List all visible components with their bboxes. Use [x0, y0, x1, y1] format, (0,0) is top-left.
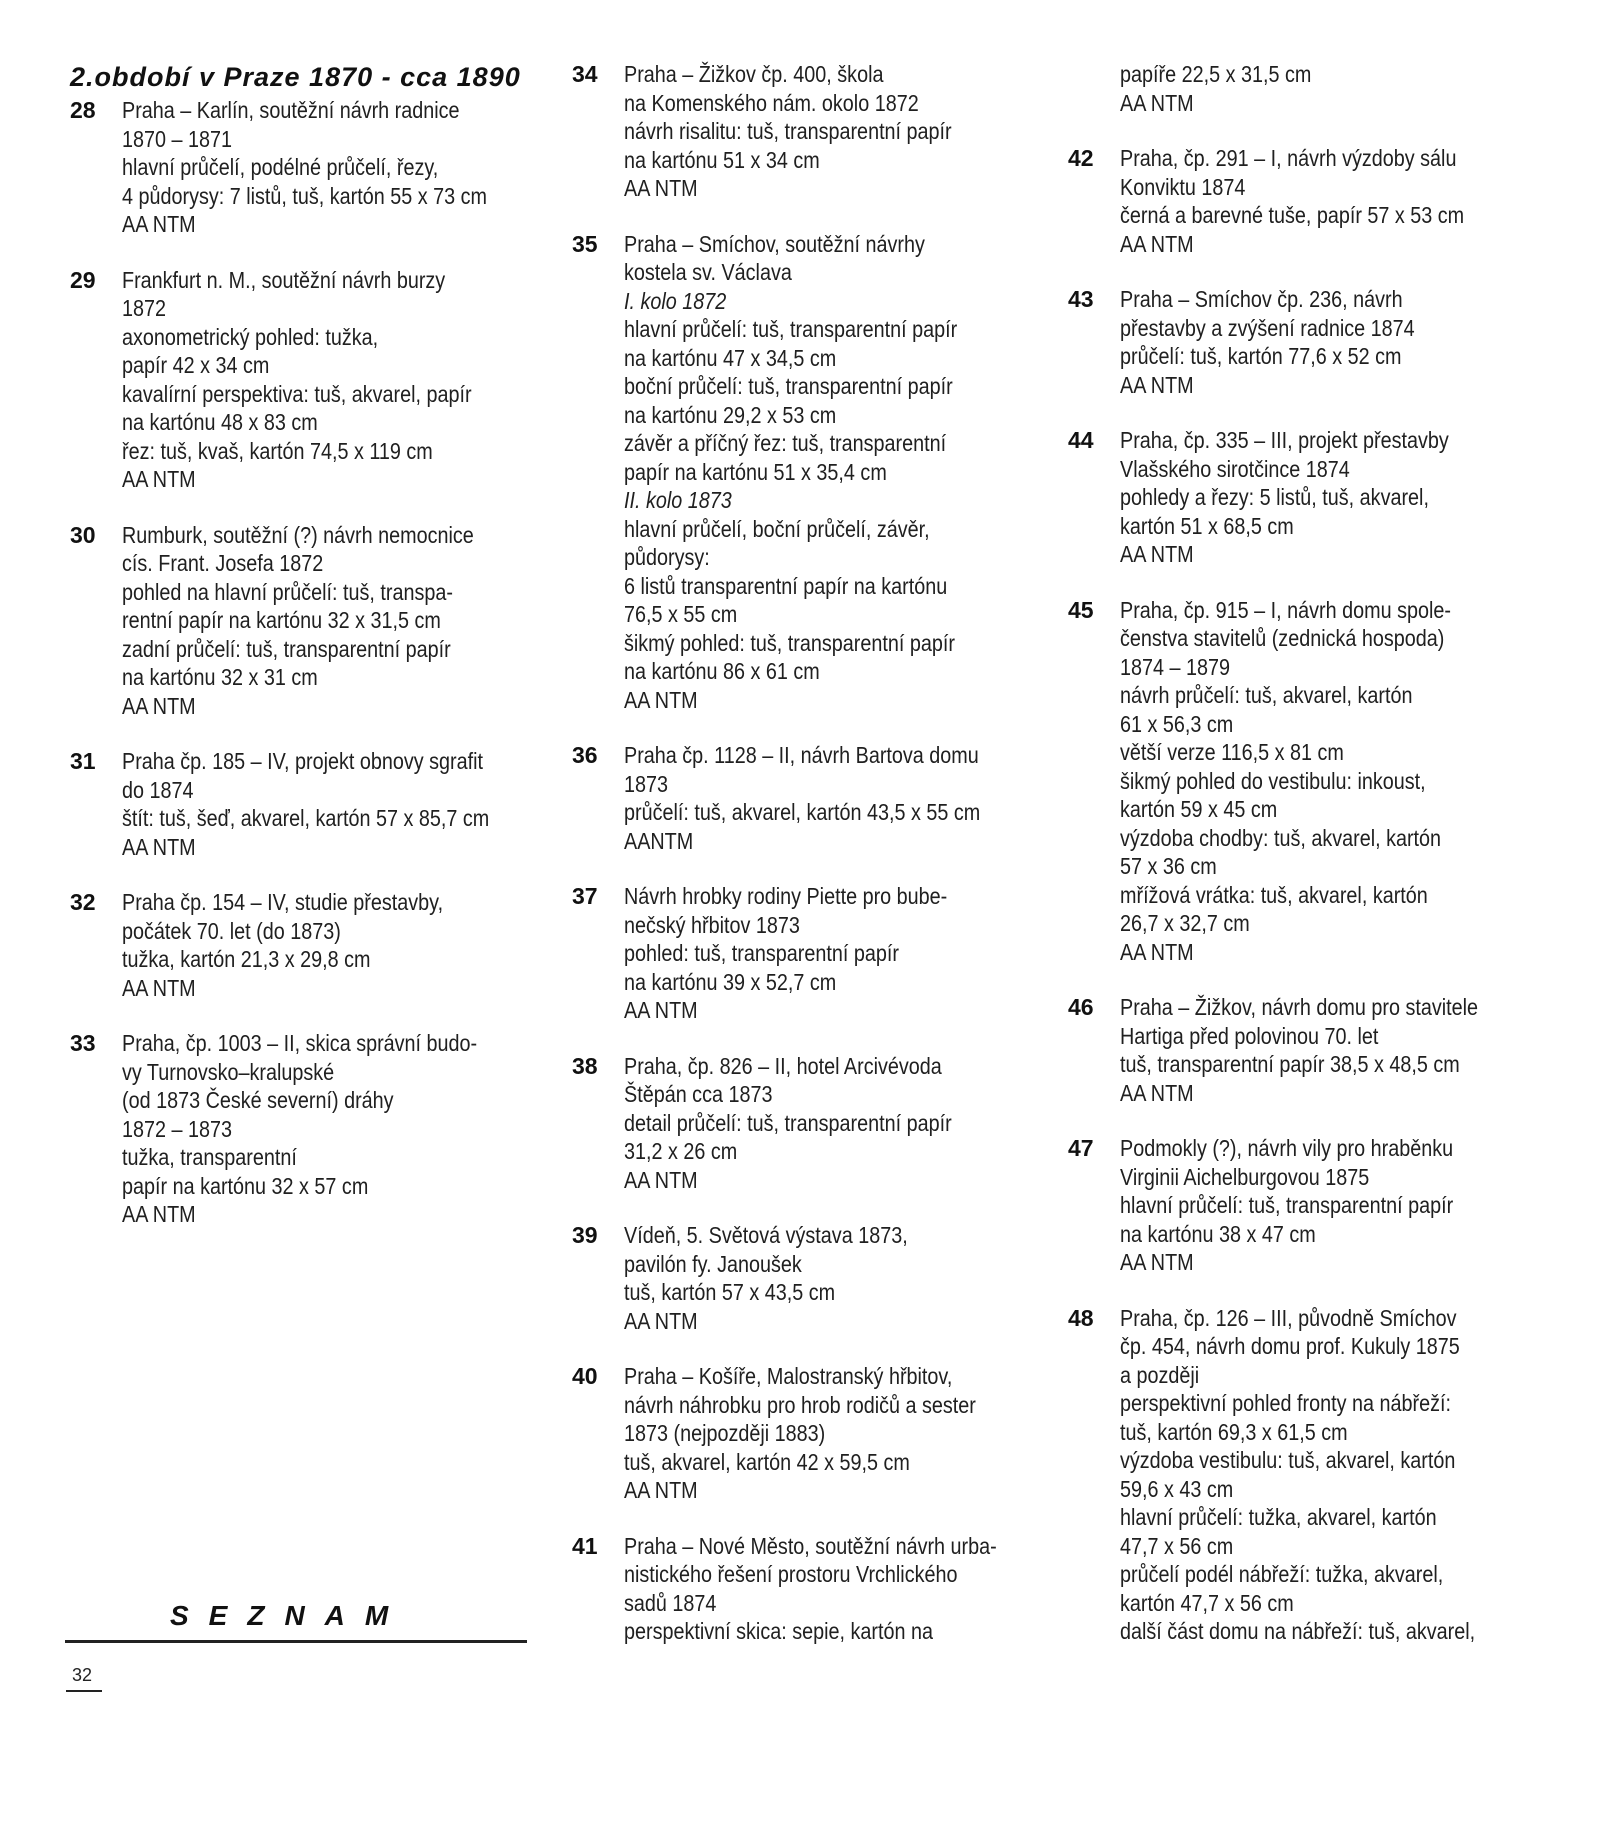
- entry-line: 1874 – 1879: [1120, 653, 1230, 680]
- entry-line: 59,6 x 43 cm: [1120, 1475, 1234, 1502]
- entry-line: AA NTM: [624, 997, 698, 1023]
- entry-line: čenstva stavitelů (zednická hospoda): [1120, 625, 1445, 651]
- entry-line: závěr a příčný řez: tuš, transparentní: [624, 430, 947, 456]
- entry-line: hlavní průčelí: tuš, transparentní papír: [1120, 1192, 1454, 1218]
- entry-line: na kartónu 32 x 31 cm: [122, 664, 318, 690]
- entry-line: štít: tuš, šeď, akvarel, kartón 57 x 85,7 cm: [122, 805, 490, 831]
- entry-number: 42: [1068, 145, 1094, 171]
- entry-body: [624, 1221, 1052, 1335]
- entry-number: 34: [572, 61, 598, 87]
- column-middle: [572, 60, 1052, 1673]
- entry-line: Vídeň, 5. Světová výstava 1873,: [624, 1222, 908, 1248]
- entry-line: kartón 59 x 45 cm: [1120, 796, 1278, 822]
- entry-line: průčelí podél nábřeží: tužka, akvarel,: [1120, 1561, 1444, 1587]
- entry-line: nečský hřbitov 1873: [624, 911, 800, 938]
- entry-line: zadní průčelí: tuš, transparentní papír: [122, 635, 451, 662]
- entry-line: Návrh hrobky rodiny Piette pro bube-: [624, 883, 948, 909]
- entry-line: kostela sv. Václava: [624, 259, 792, 285]
- entry-line: do 1874: [122, 776, 194, 803]
- entry-line: sadů 1874: [624, 1589, 717, 1616]
- entry-line: počátek 70. let (do 1873): [122, 917, 341, 944]
- catalog-entry: [1068, 285, 1568, 399]
- entry-line: na kartónu 47 x 34,5 cm: [624, 344, 837, 371]
- entry-line: cís. Frant. Josefa 1872: [122, 550, 324, 576]
- entry-line: návrh náhrobku pro hrob rodičů a sester: [624, 1391, 976, 1418]
- entry-body: [1120, 144, 1568, 258]
- entry-line: na Komenského nám. okolo 1872: [624, 89, 919, 116]
- entry-line: větší verze 116,5 x 81 cm: [1120, 739, 1344, 765]
- entry-line: 61 x 56,3 cm: [1120, 710, 1234, 737]
- entry-number: 30: [70, 521, 96, 548]
- entry-body: [122, 1029, 540, 1229]
- entry-line: Praha – Nové Město, soutěžní návrh urba-: [624, 1532, 997, 1559]
- entry-line: Praha, čp. 1003 – II, skica správní budo-: [122, 1030, 478, 1056]
- entry-line: Praha – Žižkov, návrh domu pro stavitele: [1120, 994, 1479, 1020]
- catalog-entry: [1068, 426, 1568, 569]
- entry-number: 28: [70, 97, 96, 123]
- entry-number: 40: [572, 1363, 598, 1389]
- entry-line: Praha – Košíře, Malostranský hřbitov,: [624, 1363, 953, 1389]
- entry-line: 31,2 x 26 cm: [624, 1138, 738, 1164]
- entry-line: půdorysy:: [624, 544, 710, 570]
- entry-number: 37: [572, 883, 598, 909]
- catalog-entry: [1068, 1134, 1568, 1277]
- entry-line: návrh risalitu: tuš, transparentní papír: [624, 118, 952, 144]
- entry-line: hlavní průčelí, podélné průčelí, řezy,: [122, 154, 439, 180]
- catalog-entry: [1068, 144, 1568, 258]
- catalog-entry: [572, 230, 1052, 715]
- entry-number: 36: [572, 742, 598, 768]
- entry-line: Praha – Smíchov čp. 236, návrh: [1120, 286, 1403, 312]
- entry-line: AA NTM: [122, 1201, 196, 1227]
- entry-line: na kartónu 38 x 47 cm: [1120, 1220, 1316, 1247]
- entry-line: AA NTM: [1120, 541, 1194, 567]
- entry-line: na kartónu 29,2 x 53 cm: [624, 401, 837, 428]
- entry-body: [624, 882, 1052, 1025]
- entry-line: další část domu na nábřeží: tuš, akvarel,: [1120, 1618, 1476, 1644]
- entry-number: 39: [572, 1222, 598, 1248]
- entry-line: Praha, čp. 126 – III, původně Smíchov: [1120, 1304, 1457, 1331]
- entry-line: pohledy a řezy: 5 listů, tuš, akvarel,: [1120, 484, 1429, 510]
- entry-body: [1120, 596, 1568, 967]
- entry-line: kavalírní perspektiva: tuš, akvarel, papír: [122, 380, 472, 407]
- entry-line: tuš, akvarel, kartón 42 x 59,5 cm: [624, 1448, 910, 1475]
- entry-body: [122, 747, 549, 861]
- entry-line: AA NTM: [624, 1477, 698, 1503]
- entry-line: AA NTM: [624, 1166, 698, 1193]
- entry-line: AANTM: [624, 827, 694, 854]
- page-number-underline: [66, 1690, 102, 1692]
- entry-line: černá a barevné tuše, papír 57 x 53 cm: [1120, 202, 1465, 228]
- section-heading: 2.období v Praze 1870 - cca 1890: [70, 62, 521, 92]
- entry-line: AA NTM: [122, 974, 196, 1001]
- entry-line: AA NTM: [122, 833, 196, 860]
- entry-body: [122, 888, 540, 1002]
- entry-line: hlavní průčelí: tužka, akvarel, kartón: [1120, 1504, 1437, 1530]
- catalog-entry: [70, 888, 540, 1002]
- entry-line: 1872: [122, 295, 167, 321]
- entry-line: Praha – Žižkov čp. 400, škola: [624, 61, 884, 87]
- entry-line: AA NTM: [1120, 230, 1194, 257]
- entry-line: tuš, kartón 69,3 x 61,5 cm: [1120, 1418, 1348, 1445]
- entry-line: 47,7 x 56 cm: [1120, 1532, 1234, 1559]
- column-right: [1068, 60, 1568, 1673]
- entry-line: tužka, transparentní: [122, 1144, 297, 1170]
- catalog-entry: [70, 1029, 540, 1229]
- entry-line: a později: [1120, 1361, 1200, 1388]
- entry-line: návrh průčelí: tuš, akvarel, kartón: [1120, 682, 1413, 708]
- entry-line: Virginii Aichelburgovou 1875: [1120, 1163, 1370, 1190]
- entry-line: papír na kartónu 32 x 57 cm: [122, 1172, 369, 1199]
- entry-line: 1873: [624, 770, 669, 797]
- entry-line: Konviktu 1874: [1120, 173, 1246, 200]
- entry-body: [1120, 426, 1568, 569]
- entry-line: I. kolo 1872: [624, 287, 727, 314]
- entry-line: detail průčelí: tuš, transparentní papír: [624, 1109, 952, 1136]
- entry-line: AA NTM: [624, 1307, 698, 1334]
- entry-body: [624, 230, 1052, 715]
- entry-line: 1870 – 1871: [122, 125, 232, 152]
- entry-line: AA NTM: [122, 211, 196, 237]
- entry-line: 6 listů transparentní papír na kartónu: [624, 572, 948, 599]
- entry-body: [1120, 1134, 1568, 1277]
- entry-line: přestavby a zvýšení radnice 1874: [1120, 314, 1415, 341]
- entry-line: perspektivní skica: sepie, kartón na: [624, 1618, 933, 1644]
- entry-line: AA NTM: [624, 175, 698, 201]
- catalog-entry: [70, 96, 540, 239]
- page-number: 32: [72, 1665, 93, 1685]
- entry-line: tuš, kartón 57 x 43,5 cm: [624, 1279, 836, 1305]
- entry-number: 43: [1068, 286, 1094, 312]
- entry-line: Praha, čp. 826 – II, hotel Arcivévoda: [624, 1052, 942, 1079]
- entry-line: hlavní průčelí, boční průčelí, závěr,: [624, 515, 930, 542]
- entry-line: mřížová vrátka: tuš, akvarel, kartón: [1120, 881, 1428, 908]
- entry-line: AA NTM: [1120, 371, 1194, 398]
- entry-number: 29: [70, 266, 96, 293]
- entry-line: Praha – Karlín, soutěžní návrh radnice: [122, 97, 460, 123]
- entry-line: výzdoba vestibulu: tuš, akvarel, kartón: [1120, 1447, 1456, 1473]
- catalog-entry: [572, 1221, 1052, 1335]
- entry-number: 44: [1068, 427, 1094, 453]
- entry-line: AA NTM: [122, 466, 196, 492]
- entry-number: 41: [572, 1532, 598, 1559]
- catalog-entry: [70, 747, 540, 861]
- entry-body: [624, 1362, 1052, 1505]
- entry-line: na kartónu 86 x 61 cm: [624, 658, 820, 684]
- footer-divider: [65, 1640, 527, 1643]
- catalog-entry: [70, 266, 540, 494]
- entry-line: axonometrický pohled: tužka,: [122, 323, 379, 350]
- entry-line: Vlašského sirotčince 1874: [1120, 455, 1350, 482]
- entry-line: pohled: tuš, transparentní papír: [624, 940, 899, 966]
- entry-line: Hartiga před polovinou 70. let: [1120, 1022, 1379, 1049]
- entry-line: výzdoba chodby: tuš, akvarel, kartón: [1120, 824, 1442, 851]
- catalog-entry: [572, 741, 1052, 855]
- entry-line: papíře 22,5 x 31,5 cm: [1120, 61, 1312, 87]
- entry-line: AA NTM: [1120, 1249, 1194, 1275]
- entry-body: [122, 96, 546, 239]
- entry-body: [624, 1052, 1052, 1195]
- entry-line: AA NTM: [1120, 938, 1194, 965]
- entry-number: 33: [70, 1030, 96, 1056]
- entry-number: 31: [70, 748, 96, 774]
- entry-line: kartón 47,7 x 56 cm: [1120, 1589, 1294, 1616]
- entry-line: Frankfurt n. M., soutěžní návrh burzy: [122, 266, 446, 293]
- entry-line: Praha, čp. 335 – III, projekt přestavby: [1120, 427, 1449, 453]
- entry-line: rentní papír na kartónu 32 x 31,5 cm: [122, 607, 441, 633]
- entry-line: pohled na hlavní průčelí: tuš, transpa-: [122, 578, 453, 605]
- catalog-entry: [572, 882, 1052, 1025]
- catalog-entry: [70, 521, 540, 721]
- continuation-entry-41: [1068, 60, 1568, 117]
- catalog-entry: [572, 60, 1052, 203]
- entry-number: 47: [1068, 1135, 1094, 1161]
- entry-line: průčelí: tuš, kartón 77,6 x 52 cm: [1120, 343, 1402, 369]
- entry-line: Praha čp. 185 – IV, projekt obnovy sgrafit: [122, 748, 484, 774]
- entry-body: [122, 266, 540, 494]
- entry-line: Praha, čp. 291 – I, návrh výzdoby sálu: [1120, 145, 1457, 171]
- entry-number: 45: [1068, 596, 1094, 623]
- seznam-label: SEZNAM: [170, 1600, 409, 1631]
- entry-line: šikmý pohled: tuš, transparentní papír: [624, 629, 955, 656]
- entry-line: AA NTM: [122, 692, 196, 719]
- column-left: [70, 60, 540, 1256]
- entry-line: 4 půdorysy: 7 listů, tuš, kartón 55 x 73 cm: [122, 182, 488, 209]
- entry-number: 35: [572, 230, 598, 257]
- entry-line: 1873 (nejpozději 1883): [624, 1420, 826, 1446]
- entry-body: [624, 60, 1052, 203]
- entry-body: [1120, 285, 1568, 399]
- entry-line: šikmý pohled do vestibulu: inkoust,: [1120, 767, 1426, 794]
- entry-number: 46: [1068, 994, 1094, 1020]
- entry-line: průčelí: tuš, akvarel, kartón 43,5 x 55 cm: [624, 799, 981, 825]
- entry-line: 1872 – 1873: [122, 1115, 232, 1142]
- entry-body: [122, 521, 540, 721]
- entry-line: 57 x 36 cm: [1120, 853, 1217, 879]
- entry-body: [1120, 1304, 1568, 1646]
- entry-number: 48: [1068, 1304, 1094, 1331]
- catalog-entry: [572, 1362, 1052, 1505]
- entry-line: na kartónu 39 x 52,7 cm: [624, 968, 837, 995]
- entry-line: boční průčelí: tuš, transparentní papír: [624, 373, 953, 399]
- entry-line: Praha čp. 1128 – II, návrh Bartova domu: [624, 742, 979, 768]
- entry-line: kartón 51 x 68,5 cm: [1120, 512, 1294, 539]
- entry-line: AA NTM: [624, 686, 698, 713]
- entry-body: [1120, 993, 1568, 1107]
- entry-line: vy Turnovsko–kralupské: [122, 1058, 335, 1085]
- catalog-entry: [1068, 1304, 1568, 1646]
- entry-line: řez: tuš, kvaš, kartón 74,5 x 119 cm: [122, 437, 433, 464]
- entry-line: Štěpán cca 1873: [624, 1081, 773, 1107]
- entry-body: [624, 741, 1052, 855]
- entry-line: 26,7 x 32,7 cm: [1120, 910, 1250, 936]
- entry-line: pavilón fy. Janoušek: [624, 1250, 802, 1277]
- entry-line: čp. 454, návrh domu prof. Kukuly 1875: [1120, 1333, 1460, 1359]
- catalog-entry: [572, 1532, 1052, 1646]
- entry-line: hlavní průčelí: tuš, transparentní papír: [624, 316, 958, 342]
- entry-line: Podmokly (?), návrh vily pro hraběnku: [1120, 1135, 1454, 1161]
- entry-line: Praha – Smíchov, soutěžní návrhy: [624, 230, 925, 257]
- entry-line: tuš, transparentní papír 38,5 x 48,5 cm: [1120, 1051, 1460, 1077]
- entry-line: AA NTM: [1120, 1079, 1194, 1106]
- entry-line: (od 1873 České severní) dráhy: [122, 1087, 394, 1113]
- entry-line: Praha, čp. 915 – I, návrh domu spole-: [1120, 596, 1451, 623]
- entry-line: AA NTM: [1120, 89, 1194, 116]
- entry-line: II. kolo 1873: [624, 487, 732, 513]
- entry-line: Rumburk, soutěžní (?) návrh nemocnice: [122, 521, 474, 548]
- entry-line: papír na kartónu 51 x 35,4 cm: [624, 458, 887, 485]
- catalog-entry: [1068, 993, 1568, 1107]
- entry-number: 32: [70, 889, 96, 915]
- entry-body: [624, 1532, 1057, 1646]
- entry-line: papír 42 x 34 cm: [122, 352, 270, 378]
- entry-line: Praha čp. 154 – IV, studie přestavby,: [122, 889, 444, 915]
- entry-line: tužka, kartón 21,3 x 29,8 cm: [122, 946, 371, 972]
- entry-number: 38: [572, 1052, 598, 1079]
- catalog-entry: [572, 1052, 1052, 1195]
- entry-line: 76,5 x 55 cm: [624, 601, 738, 627]
- entry-line: nistického řešení prostoru Vrchlického: [624, 1561, 958, 1587]
- catalog-entry: [1068, 596, 1568, 967]
- entry-line: na kartónu 48 x 83 cm: [122, 409, 318, 435]
- entry-line: perspektivní pohled fronty na nábřeží:: [1120, 1390, 1451, 1416]
- entry-line: na kartónu 51 x 34 cm: [624, 146, 820, 173]
